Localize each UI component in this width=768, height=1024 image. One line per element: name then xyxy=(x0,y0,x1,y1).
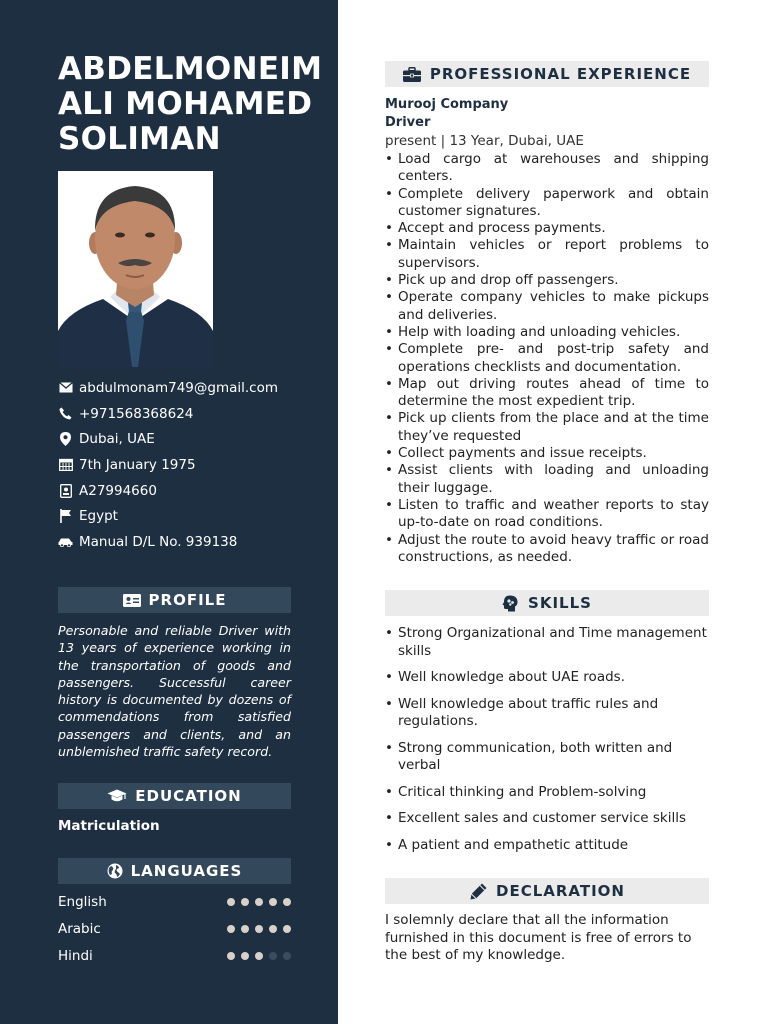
education-item: Matriculation xyxy=(58,818,160,834)
proficiency-dot-filled xyxy=(283,898,291,906)
duty-item: • Operate company vehicles to make pickups and deliveries. xyxy=(385,289,709,324)
skills-heading-text: SKILLS xyxy=(528,594,592,612)
candidate-name xyxy=(58,52,328,157)
duty-item: • Pick up clients from the place and at the time they’ve requested xyxy=(385,410,709,445)
contact-license xyxy=(58,529,328,555)
portrait-image xyxy=(58,171,213,367)
language-name: Hindi xyxy=(58,947,93,964)
passport-icon xyxy=(58,483,73,498)
calendar-icon xyxy=(58,457,73,472)
profile-summary: Personable and reliable Driver with 13 years of experience working in the transportation of goods and passengers. Successful career history is documented by dozens of commendations from satisfied passengers and clients, and an unblemished traffic safety record. xyxy=(58,623,291,760)
contact-phone xyxy=(58,401,328,427)
duty-item: • Map out driving routes ahead of time to determine the most expedient trip. xyxy=(385,376,709,411)
proficiency-dots xyxy=(227,952,291,960)
languages-heading-text: LANGUAGES xyxy=(130,862,243,880)
duty-item: • Complete pre- and post-trip safety and operations checklists and documentation. xyxy=(385,341,709,376)
name-line-1: ABDELMONEIM xyxy=(58,51,323,87)
duty-item: • Pick up and drop off passengers. xyxy=(385,272,709,289)
phone-icon xyxy=(58,406,73,421)
license-text: Manual D/L No. 939138 xyxy=(79,533,238,550)
proficiency-dot-filled xyxy=(269,898,277,906)
location-text: Dubai, UAE xyxy=(79,431,155,448)
skills-heading xyxy=(385,590,709,616)
proficiency-dot-filled xyxy=(241,898,249,906)
duty-item: • Accept and process payments. xyxy=(385,220,709,237)
declaration-heading-text: DECLARATION xyxy=(496,882,625,900)
name-line-3: SOLIMAN xyxy=(58,121,221,157)
contact-birthdate xyxy=(58,452,328,478)
duty-item: • Assist clients with loading and unloading their luggage. xyxy=(385,462,709,497)
duty-item: • Complete delivery paperwork and obtain customer signatures. xyxy=(385,186,709,221)
skill-item: • Well knowledge about traffic rules and regulations. xyxy=(385,696,709,731)
briefcase-icon xyxy=(403,67,421,82)
declaration-heading xyxy=(385,878,709,904)
duty-item: • Collect payments and issue receipts. xyxy=(385,445,709,462)
skill-item: • A patient and empathetic attitude xyxy=(385,837,709,855)
education-heading xyxy=(58,783,291,809)
skill-item: • Strong Organizational and Time management skills xyxy=(385,625,709,660)
email-text: abdulmonam749@gmail.com xyxy=(79,379,278,396)
pen-icon xyxy=(469,883,487,900)
proficiency-dot-filled xyxy=(255,898,263,906)
proficiency-dot-filled xyxy=(227,952,235,960)
education-heading-text: EDUCATION xyxy=(135,787,242,805)
birthdate-text: 7th January 1975 xyxy=(79,456,196,473)
proficiency-dot-filled xyxy=(241,952,249,960)
experience-heading xyxy=(385,61,709,87)
contact-nationality xyxy=(58,503,328,529)
proficiency-dot-filled xyxy=(283,925,291,933)
job-title: Driver xyxy=(385,115,431,130)
skill-item: • Well knowledge about UAE roads. xyxy=(385,669,709,687)
brain-head-icon xyxy=(502,595,519,612)
map-pin-icon xyxy=(58,432,73,447)
name-line-2: ALI MOHAMED xyxy=(58,86,313,122)
proficiency-dot-filled xyxy=(227,898,235,906)
proficiency-dot-empty xyxy=(283,952,291,960)
graduation-cap-icon xyxy=(107,789,127,803)
sidebar xyxy=(0,0,338,1024)
envelope-icon xyxy=(58,380,73,395)
proficiency-dots xyxy=(227,925,291,933)
passport-text: A27994660 xyxy=(79,482,157,499)
id-card-icon xyxy=(123,594,141,607)
proficiency-dot-filled xyxy=(269,925,277,933)
contact-passport xyxy=(58,478,328,504)
job-period: present | 13 Year, Dubai, UAE xyxy=(385,133,584,149)
nationality-text: Egypt xyxy=(79,508,118,525)
skill-item: • Strong communication, both written and verbal xyxy=(385,740,709,775)
proficiency-dots xyxy=(227,898,291,906)
skill-item: • Critical thinking and Problem-solving xyxy=(385,784,709,802)
globe-icon xyxy=(107,863,123,879)
duty-item: • Adjust the route to avoid heavy traffic or road constructions, as needed. xyxy=(385,532,709,567)
company-name: Murooj Company xyxy=(385,97,509,112)
duty-item: • Load cargo at warehouses and shipping centers. xyxy=(385,151,709,186)
duty-item: • Maintain vehicles or report problems to supervisors. xyxy=(385,237,709,272)
skills-list xyxy=(385,625,709,863)
language-name: English xyxy=(58,894,107,911)
profile-heading-text: PROFILE xyxy=(148,591,227,609)
language-item xyxy=(58,889,291,916)
duties-list xyxy=(385,151,709,566)
duty-item: • Listen to traffic and weather reports to stay up-to-date on road conditions. xyxy=(385,497,709,532)
duty-item: • Help with loading and unloading vehicles. xyxy=(385,324,709,341)
car-icon xyxy=(58,534,73,549)
languages-heading xyxy=(58,858,291,884)
contact-location xyxy=(58,426,328,452)
proficiency-dot-empty xyxy=(269,952,277,960)
profile-photo xyxy=(58,171,213,367)
phone-text: +971568368624 xyxy=(79,405,194,422)
language-item xyxy=(58,916,291,943)
language-item xyxy=(58,942,291,969)
contact-list xyxy=(58,375,328,555)
profile-heading xyxy=(58,587,291,613)
declaration-text: I solemnly declare that all the information furnished in this document is free of errors to the best of my knowledge. xyxy=(385,912,692,963)
skill-item: • Excellent sales and customer service skills xyxy=(385,810,709,828)
language-name: Arabic xyxy=(58,921,101,938)
proficiency-dot-filled xyxy=(227,925,235,933)
experience-heading-text: PROFESSIONAL EXPERIENCE xyxy=(429,65,692,83)
flag-icon xyxy=(58,509,73,524)
proficiency-dot-filled xyxy=(255,925,263,933)
contact-email xyxy=(58,375,328,401)
proficiency-dot-filled xyxy=(241,925,249,933)
proficiency-dot-filled xyxy=(255,952,263,960)
languages-list xyxy=(58,889,291,969)
